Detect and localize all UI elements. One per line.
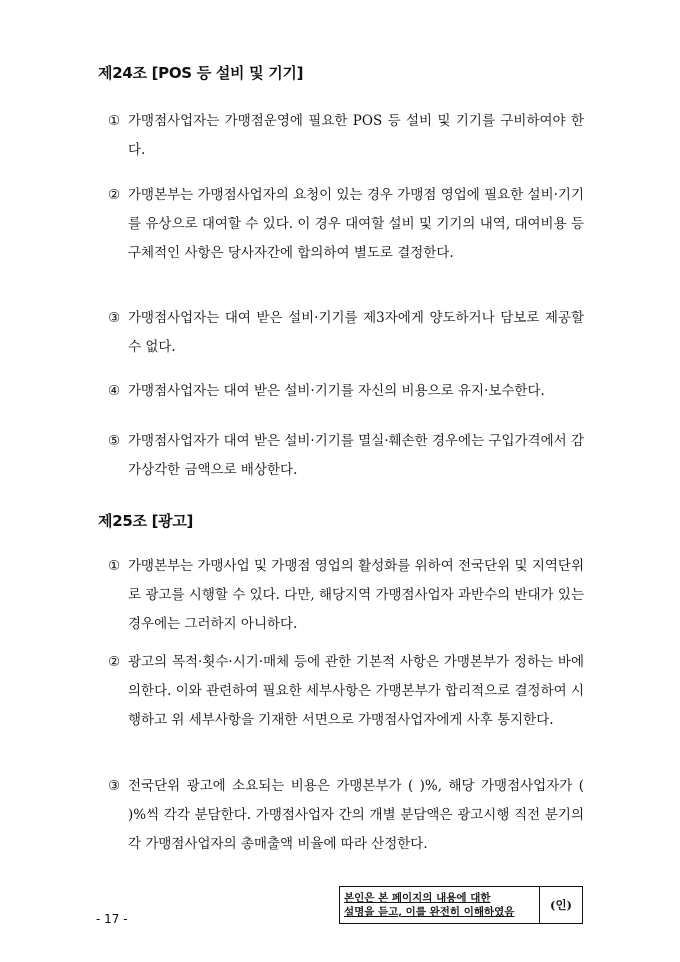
article-24-clause-3 (108, 304, 584, 362)
article-25-clause-3 (108, 772, 584, 859)
article-24-title: 제24조 [POS 등 설비 및 기기] (98, 64, 304, 82)
clause-number: ④ (108, 383, 121, 399)
clause-text: 광고의 목적·횟수·시기·매체 등에 관한 기본적 사항은 가맹본부가 정하는 바에 의한다. 이와 관련하여 필요한 세부사항은 가맹본부가 합리적으로 결정하여 시행하고 위 세부사항을 기재한 서면으로 가맹점사업자에게 사후 통지한다. (128, 654, 584, 728)
clause-text: 가맹점사업자는 가맹점운영에 필요한 POS 등 설비 및 기기를 구비하여야 한다. (128, 113, 584, 158)
clause-number: ② (108, 654, 121, 670)
clause-text: 가맹본부는 가맹점사업자의 요청이 있는 경우 가맹점 영업에 필요한 설비·기기를 유상으로 대여할 수 있다. 이 경우 대여할 설비 및 기기의 내역, 대여비용 등 구체적인 사항은 당사자간에 합의하여 별도로 결정한다. (128, 187, 584, 261)
article-24-clause-1 (108, 107, 584, 165)
seal-field[interactable]: (인) (550, 898, 572, 912)
clause-text: 가맹점사업자는 대여 받은 설비·기기를 제3자에게 양도하거나 담보로 제공할 수 없다. (128, 310, 584, 355)
article-24-clause-4 (108, 377, 584, 406)
clause-number: ② (108, 187, 121, 203)
clause-number: ① (108, 558, 121, 574)
clause-number: ① (108, 113, 121, 129)
article-24-clause-2 (108, 181, 584, 268)
clause-number: ③ (108, 778, 121, 794)
confirmation-line-2: 설명을 듣고, 이를 완전히 이해하였음 (344, 906, 515, 918)
clause-number: ③ (108, 310, 121, 326)
article-25-clause-2 (108, 648, 584, 735)
confirmation-line-1: 본인은 본 페이지의 내용에 대한 (344, 892, 491, 904)
clause-text: 전국단위 광고에 소요되는 비용은 가맹본부가 ( )%, 해당 가맹점사업자가 ( )%씩 각각 분담한다. 가맹점사업자 간의 개별 분담액은 광고시행 직전 분기의 각 가맹점사업자의 총매출액 비율에 따라 산정한다. (128, 778, 584, 852)
article-25-title: 제25조 [광고] (98, 512, 194, 530)
confirmation-box (339, 886, 583, 924)
article-25-clause-1 (108, 552, 584, 639)
page-number: - 17 - (96, 912, 128, 926)
confirmation-statement (340, 887, 540, 923)
clause-number: ⑤ (108, 433, 121, 449)
clause-text: 가맹본부는 가맹사업 및 가맹점 영업의 활성화를 위하여 전국단위 및 지역단위로 광고를 시행할 수 있다. 다만, 해당지역 가맹점사업자 과반수의 반대가 있는 경우에는 그러하지 아니하다. (128, 558, 584, 632)
clause-text: 가맹점사업자는 대여 받은 설비·기기를 자신의 비용으로 유지·보수한다. (128, 383, 545, 399)
article-24-clause-5 (108, 427, 584, 485)
clause-text: 가맹점사업자가 대여 받은 설비·기기를 멸실·훼손한 경우에는 구입가격에서 감가상각한 금액으로 배상한다. (128, 433, 584, 478)
